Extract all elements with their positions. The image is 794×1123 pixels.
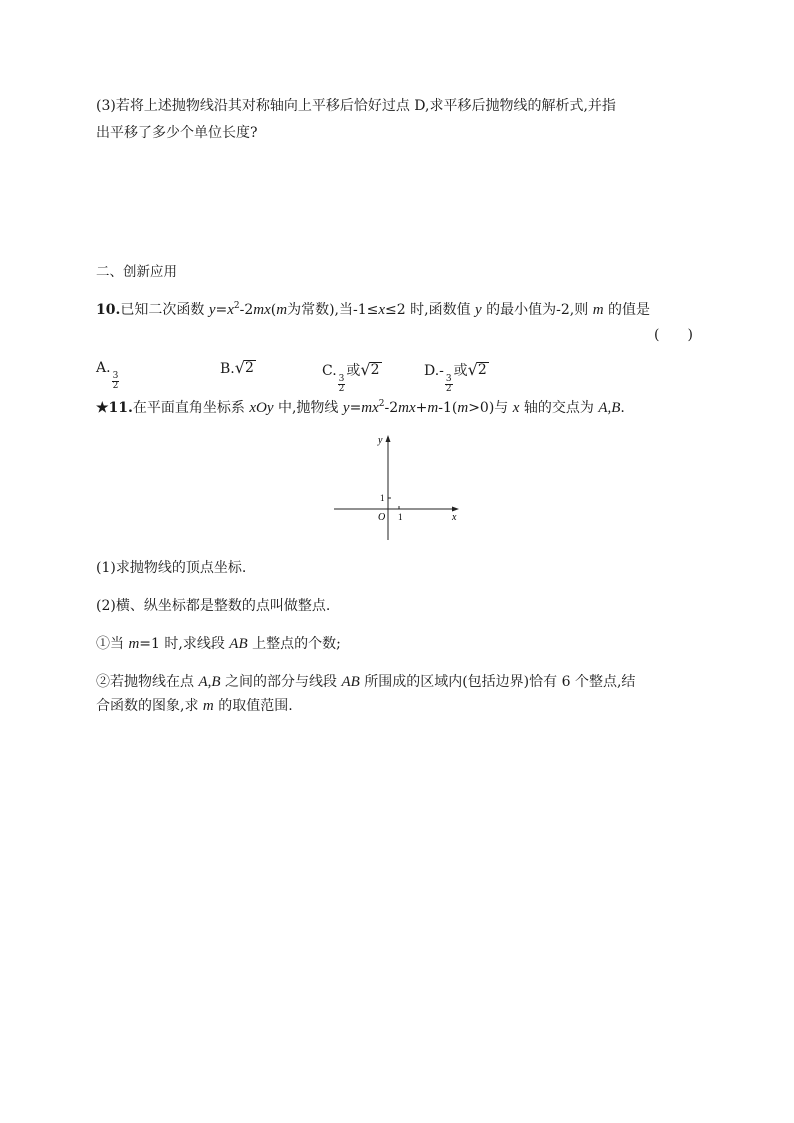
q9-part3-text: (3)若将上述抛物线沿其对称轴向上平移后恰好过点 D,求平移后抛物线的解析式,并指 — [96, 98, 616, 114]
section-title: 二、创新应用 — [96, 264, 177, 280]
answer-bracket: ( ) — [654, 327, 693, 343]
sqrt-symbol: √ 2 — [234, 358, 254, 377]
coordinate-graph — [330, 432, 464, 544]
q9-part3-text-2: 出平移了多少个单位长度? — [96, 125, 258, 141]
x-axis-label: x — [452, 512, 457, 523]
x-axis-arrow — [452, 507, 459, 512]
option-d: D.- $\frac{3}{2}$ 或 √ 2 — [424, 360, 487, 394]
y-one-label: 1 — [380, 493, 385, 503]
q11-stem: ★11.在平面直角坐标系 xOy 中,抛物线 $y=mx^2-2mx+m-1(m>0)$与 x 轴的交点为 A,B. — [96, 399, 625, 416]
option-b: B. √ 2 — [220, 358, 254, 377]
q10-number: 10. — [96, 302, 121, 318]
q11-part2: (2)横、纵坐标都是整数的点叫做整点. — [96, 598, 331, 614]
q11-part2b-line2: 合函数的图象,求 m 的取值范围. — [96, 698, 293, 714]
fraction: $\frac{3}{2}$ — [445, 374, 452, 394]
q11-part1: (1)求抛物线的顶点坐标. — [96, 560, 247, 576]
origin-label: O — [378, 512, 386, 523]
q10-stem: 10.已知二次函数 $y=x^2-2mx(m$为常数),当-1≤x≤2 时,函数值 y 的最小值为-2,则 m 的值是 — [96, 301, 650, 318]
q11-part2a: ①当 m=1 时,求线段 AB 上整点的个数; — [96, 636, 341, 652]
q9-part3-line1 — [96, 96, 616, 116]
q11-part2b-line1: ②若抛物线在点 A,B 之间的部分与线段 AB 所围成的区域内(包括边界)恰有 6 个整点,结 — [96, 674, 636, 690]
option-a: A. $\frac{3}{2}$ — [96, 360, 119, 391]
sqrt-symbol: √ 2 — [360, 360, 380, 379]
q11-number: ★11. — [96, 400, 133, 416]
sqrt-symbol: √ 2 — [467, 360, 487, 379]
fraction: $\frac{3}{2}$ — [338, 374, 345, 394]
x-one-label: 1 — [398, 512, 403, 522]
fraction: $\frac{3}{2}$ — [112, 371, 119, 391]
y-axis-label: y — [378, 435, 383, 446]
y-axis-arrow — [386, 435, 391, 442]
q9-part3-line2 — [96, 123, 258, 143]
option-c: C. $\frac{3}{2}$ 或 √ 2 — [322, 360, 380, 394]
